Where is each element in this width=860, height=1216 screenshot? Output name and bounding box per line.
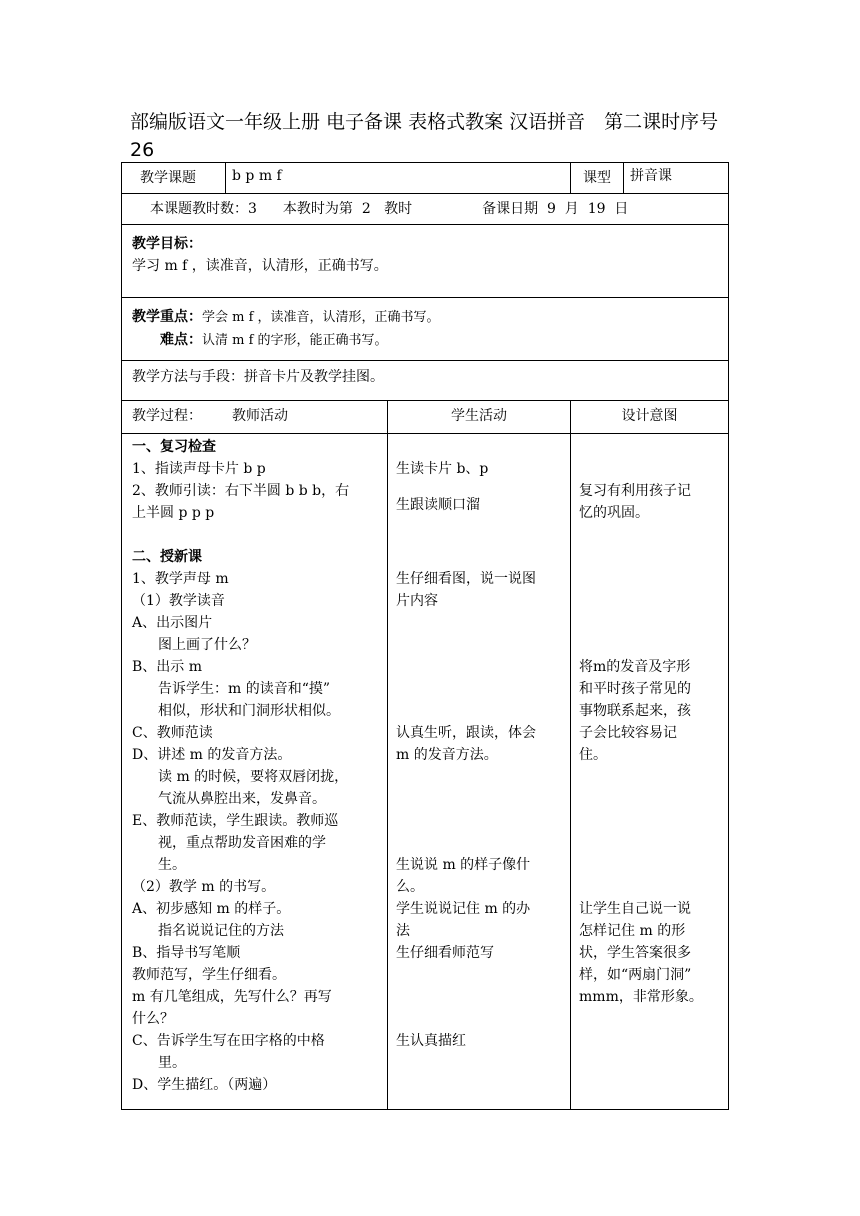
content-row [122,434,729,1110]
student-line: 么。 [396,879,424,895]
teacher-line: 2、教师引读：右下半圆 b b b，右 [132,483,350,499]
key-point-label: 教学重点： [132,309,202,325]
design-line: 状，学生答案很多 [579,945,692,961]
type-label: 课型 [583,170,612,186]
teacher-line: A、初步感知 m 的样子。 [132,901,291,917]
design-line: 将m的发音及字形 [579,659,691,675]
goal-text: 学习 m f ，读准音，认清形，正确书写。 [132,258,388,274]
design-line: 忆的巩固。 [579,505,650,521]
teacher-line: 教师范写，学生仔细看。 [132,967,286,983]
teacher-line: 里。 [158,1055,186,1071]
focus-row [122,298,729,361]
prep-date: 备课日期 9 月 19 日 [482,201,629,217]
lesson-plan-table [121,162,729,1110]
design-line: 住。 [579,747,608,763]
goal-row [122,225,729,298]
column-header-row [122,401,729,434]
student-line: 法 [396,923,410,939]
total-hours: 本课题教时数：3 [150,201,257,217]
design-line: 和平时孩子常见的 [579,681,692,697]
teacher-line: 上半圆 p p p [132,505,215,521]
subject-label: 教学课题 [140,170,196,186]
student-line: 生跟读顺口溜 [396,497,480,513]
section-title: 二、授新课 [132,549,202,565]
type-value: 拼音课 [630,168,673,184]
difficulty-text: 认清 m f 的字形，能正确书写。 [202,333,388,348]
design-line: 事物联系起来，孩 [579,703,692,719]
teacher-line: D、学生描红。（两遍） [132,1077,277,1093]
teacher-line: B、出示 m [132,659,203,675]
teacher-line: （2）教学 m 的书写。 [132,879,276,895]
student-line: 认真生听，跟读，体会 [396,725,536,741]
teacher-line: 生。 [158,857,186,873]
subject-row [122,163,729,194]
section-title: 一、复习检查 [132,439,216,455]
student-line: 片内容 [396,593,438,609]
student-activity-column [388,434,571,1110]
design-line: 样，如“两扇门洞” [579,967,692,983]
teacher-line: 视，重点帮助发音困难的学 [158,835,326,851]
teacher-activity-header: 教师活动 [232,408,288,424]
design-line: 让学生自己说一说 [579,901,692,917]
teacher-line: A、出示图片 [132,615,213,631]
teacher-line: 图上画了什么？ [158,637,256,653]
teacher-line: D、讲述 m 的发音方法。 [132,747,292,763]
design-line: 复习有利用孩子记 [579,483,692,499]
teacher-line: C、教师范读 [132,725,213,741]
teacher-activity-column [122,434,388,1110]
student-line: 生说说 m 的样子像什 [396,857,531,873]
teacher-line: 1、指读声母卡片 b p [132,461,266,477]
student-line: m 的发音方法。 [396,747,498,763]
teacher-line: （1）教学读音 [132,593,225,609]
spacer [132,524,383,546]
teacher-line: E、教师范读，学生跟读。教师巡 [132,813,339,829]
teacher-line: 什么？ [132,1011,174,1027]
teacher-line: 1、教学声母 m [132,571,229,587]
design-line: mmm，非常形象。 [579,989,703,1005]
current-hour: 本教时为第 2 教时 [282,201,413,217]
student-line: 生仔细看图，说一说图 [396,571,536,587]
process-label: 教学过程： [132,408,202,424]
difficulty-label: 难点： [160,332,202,348]
page-title: 部编版语文一年级上册 电子备课 表格式教案 汉语拼音 第二课时序号 26 [130,111,719,161]
student-line: 学生说说记住 m 的办 [396,901,531,917]
teacher-line: 气流从鼻腔出来，发鼻音。 [158,791,326,807]
subject-value: b p m f [232,168,282,184]
key-point-text: 学会 m f ，读准音，认清形，正确书写。 [202,310,440,325]
method-row [122,361,729,401]
teacher-line: B、指导书写笔顺 [132,945,241,961]
design-intent-column [571,434,729,1110]
design-intent-header: 设计意图 [571,401,729,434]
student-activity-header: 学生活动 [388,401,571,434]
teacher-line: 指名说说记住的方法 [158,923,284,939]
student-line: 生读卡片 b、p [396,461,489,477]
student-line: 生仔细看师范写 [396,945,494,961]
hours-row [122,194,729,225]
student-line: 生认真描红 [396,1033,466,1049]
teacher-line: 告诉学生：m 的读音和“摸” [158,681,331,697]
design-line: 怎样记住 m 的形 [579,923,686,939]
goal-label: 教学目标： [132,236,202,252]
teacher-line: 相似，形状和门洞形状相似。 [158,703,340,719]
teacher-line: 读 m 的时候，要将双唇闭拢， [158,769,349,785]
teacher-line: m 有几笔组成，先写什么？再写 [132,989,332,1005]
teacher-line: C、告诉学生写在田字格的中格 [132,1033,325,1049]
design-line: 子会比较容易记 [579,725,678,741]
method-text: 教学方法与手段：拼音卡片及教学挂图。 [122,361,729,401]
